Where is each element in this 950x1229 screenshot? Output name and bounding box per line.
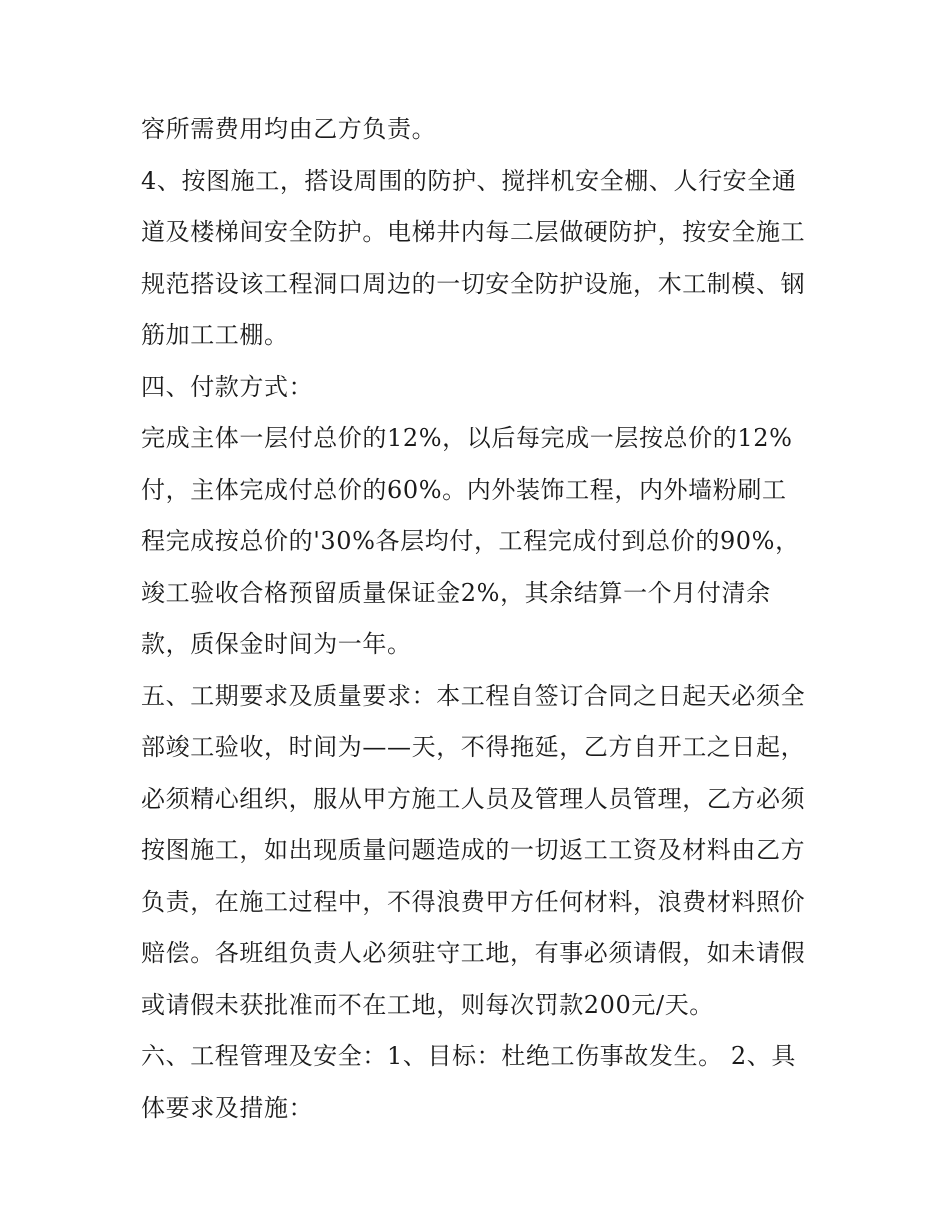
text-line: 竣工验收合格预留质量保证金2%，其余结算一个月付清余 bbox=[141, 578, 771, 607]
text-line: 赔偿。各班组负责人必须驻守工地，有事必须请假，如未请假 bbox=[141, 939, 806, 967]
section-heading: 五、工期要求及质量要求：本工程自签订合同之日起天必须全 bbox=[141, 681, 806, 710]
text-line: 4、按图施工，搭设周围的防护、搅拌机安全棚、人行安全通 bbox=[141, 166, 797, 195]
text-line: 规范搭设该工程洞口周边的一切安全防护设施，木工制模、钢 bbox=[141, 269, 806, 298]
text-line: 必须精心组织，服从甲方施工人员及管理人员管理，乙方必须 bbox=[141, 784, 806, 813]
text-line: 款，质保金时间为一年。 bbox=[141, 630, 412, 658]
text-line: 筋加工工棚。 bbox=[141, 321, 289, 349]
text-line: 体要求及措施： bbox=[141, 1093, 314, 1122]
text-line: 程完成按总价的'30%各层均付，工程完成付到总价的90%， bbox=[141, 527, 800, 555]
text-line: 部竣工验收，时间为——天，不得拖延，乙方自开工之日起， bbox=[141, 733, 806, 761]
text-line: 按图施工，如出现质量问题造成的一切返工工资及材料由乙方 bbox=[141, 836, 806, 864]
text-line: 完成主体一层付总价的12%，以后每完成一层按总价的12% bbox=[141, 424, 793, 452]
section-heading: 六、工程管理及安全：1、目标：杜绝工伤事故发生。 2、具 bbox=[141, 1042, 796, 1070]
text-line: 容所需费用均由乙方负责。 bbox=[141, 115, 437, 143]
section-heading: 四、付款方式： bbox=[141, 372, 314, 401]
text-line: 道及楼梯间安全防护。电梯井内每二层做硬防护，按安全施工 bbox=[141, 218, 806, 246]
document-body bbox=[141, 104, 831, 1134]
text-line: 或请假未获批准而不在工地，则每次罚款200元/天。 bbox=[141, 990, 714, 1019]
text-line: 付，主体完成付总价的60%。内外装饰工程，内外墙粉刷工 bbox=[141, 475, 787, 504]
text-line: 负责，在施工过程中，不得浪费甲方任何材料，浪费材料照价 bbox=[141, 887, 806, 916]
